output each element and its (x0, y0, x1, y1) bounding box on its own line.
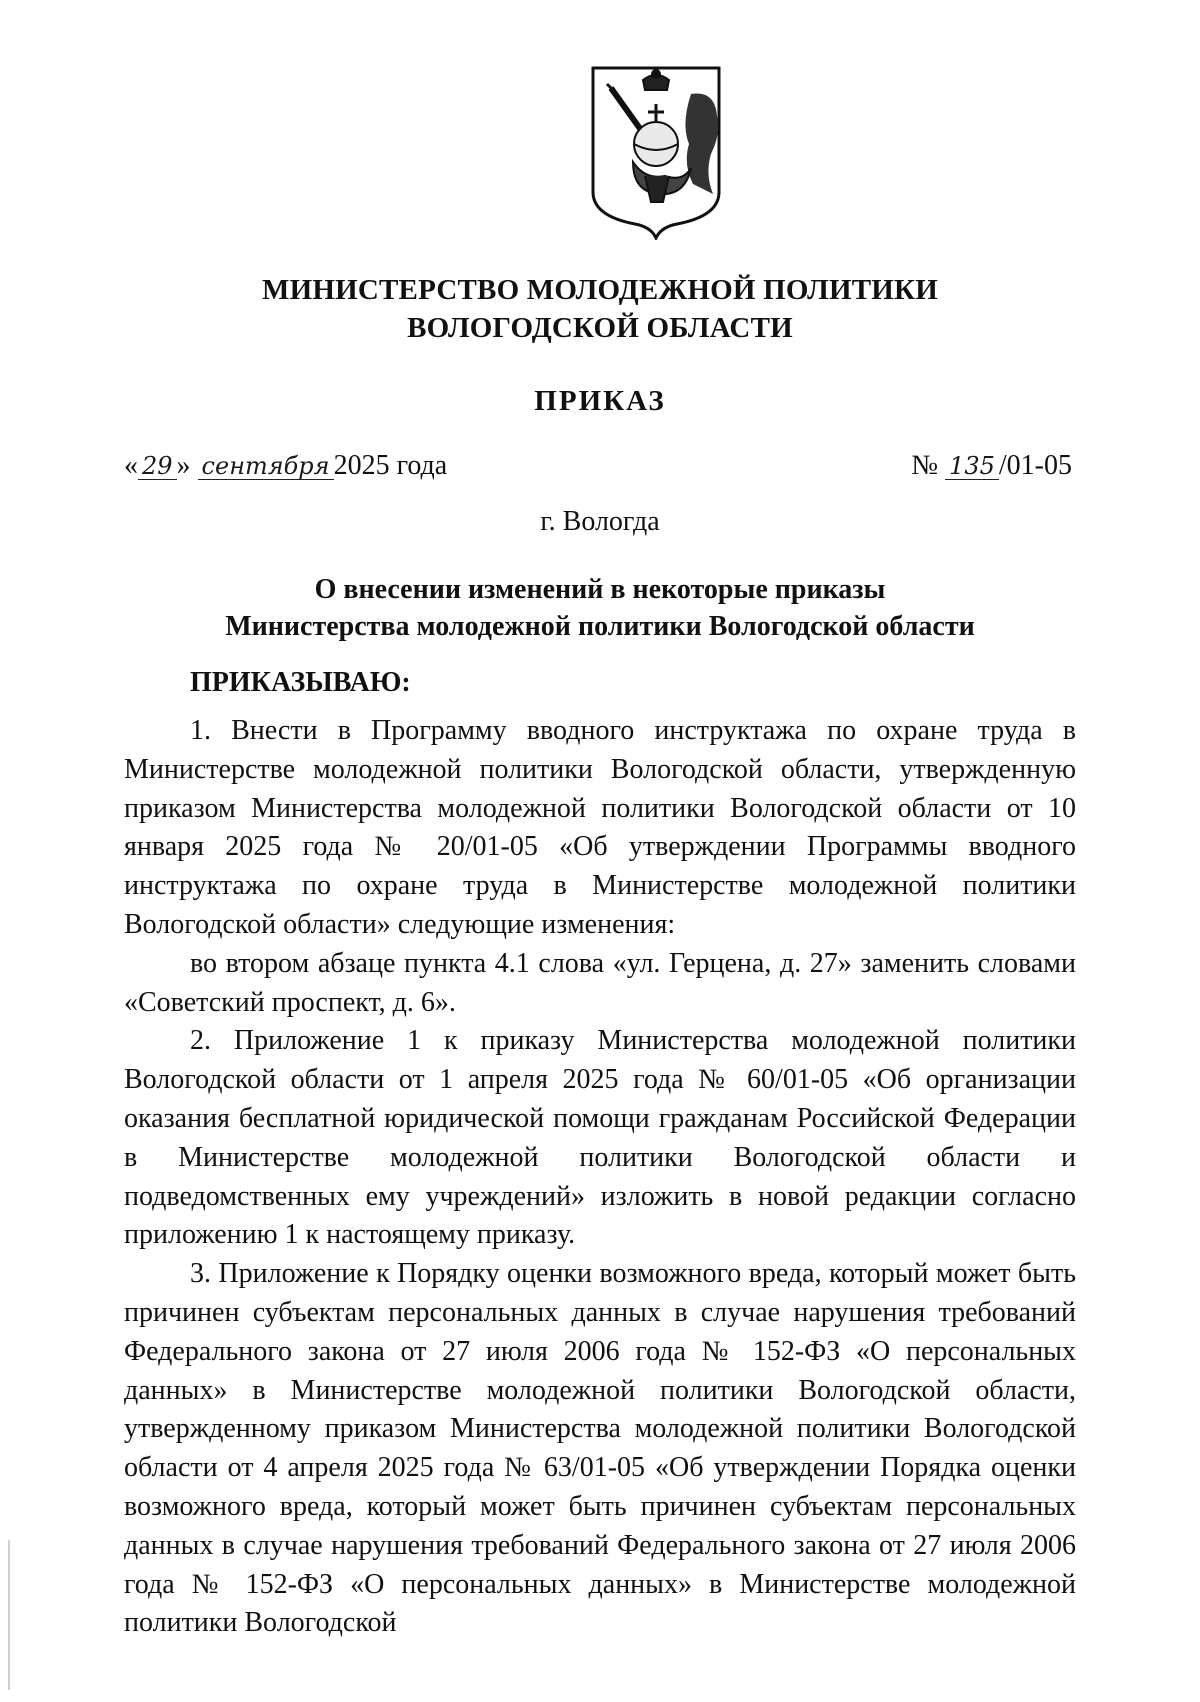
quote-open: « (124, 450, 138, 481)
scan-artifact-line (8, 1540, 10, 1690)
order-subject (0, 571, 1200, 645)
handwritten-month: сентября (198, 453, 334, 480)
handwritten-number: 135 (945, 453, 999, 480)
order-date (124, 448, 447, 484)
handwritten-day: 29 (138, 453, 177, 480)
order-directive: ПРИКАЗЫВАЮ: (190, 667, 411, 698)
number-sign: № (911, 450, 939, 481)
order-subject-line1: О внесении изменений в некоторые приказы (314, 574, 886, 605)
order-subject-line2: Министерства молодежной политики Вологодской области (225, 611, 975, 642)
ministry-title (0, 271, 1200, 347)
city-name: г. Вологда (540, 506, 660, 537)
paragraph-1-amendment: во втором абзаце пункта 4.1 слова «ул. Герцена, д. 27» заменить словами «Советский проспект, д. 6». (124, 947, 1076, 1018)
order-body (124, 712, 1076, 1643)
coat-of-arms-icon (587, 64, 725, 240)
paragraph-2: 2. Приложение 1 к приказу Министерства молодежной политики Вологодской области от 1 апреля 2025 года № 60/01-05 «Об организации оказания бесплатной юридической помощи гражданам Российской Федерации в Министерстве молодежной политики Вологодской области и подведомственных ему учреждений» изложить в новой редакции согласно приложению 1 к настоящему приказу. (124, 1025, 1076, 1251)
paragraph-1: 1. Внести в Программу вводного инструктажа по охране труда в Министерстве молодежной политики Вологодской области, утвержденную приказом Министерства молодежной политики Вологодской области от 10 января 2025 года № 20/01-05 «Об утверждении Программы вводного инструктажа по охране труда в Министерстве молодежной политики Вологодской области» следующие изменения: (124, 715, 1076, 940)
ministry-title-line2: ВОЛОГОДСКОЙ ОБЛАСТИ (407, 312, 793, 344)
order-number (911, 448, 1072, 484)
quote-close: » (176, 450, 191, 481)
ministry-title-line1: МИНИСТЕРСТВО МОЛОДЕЖНОЙ ПОЛИТИКИ (262, 274, 938, 306)
paragraph-3: 3. Приложение к Порядку оценки возможного вреда, который может быть причинен субъектам персональных данных в случае нарушения требований Федерального закона от 27 июля 2006 года № 152-ФЗ «О персональных данных» в Министерстве молодежной политики Вологодской области, утвержденному приказом Министерства молодежной политики Вологодской области от 4 апреля 2025 года № 63/01-05 «Об утверждении Порядка оценки возможного вреда, который может быть причинен субъектам персональных данных в случае нарушения требований Федерального закона от 27 июля 2006 года № 152-ФЗ «О персональных данных» в Министерстве молодежной политики Вологодской (124, 1258, 1076, 1639)
document-type: ПРИКАЗ (534, 385, 666, 417)
order-year: 2025 года (333, 450, 448, 481)
number-suffix: /01-05 (998, 450, 1072, 481)
